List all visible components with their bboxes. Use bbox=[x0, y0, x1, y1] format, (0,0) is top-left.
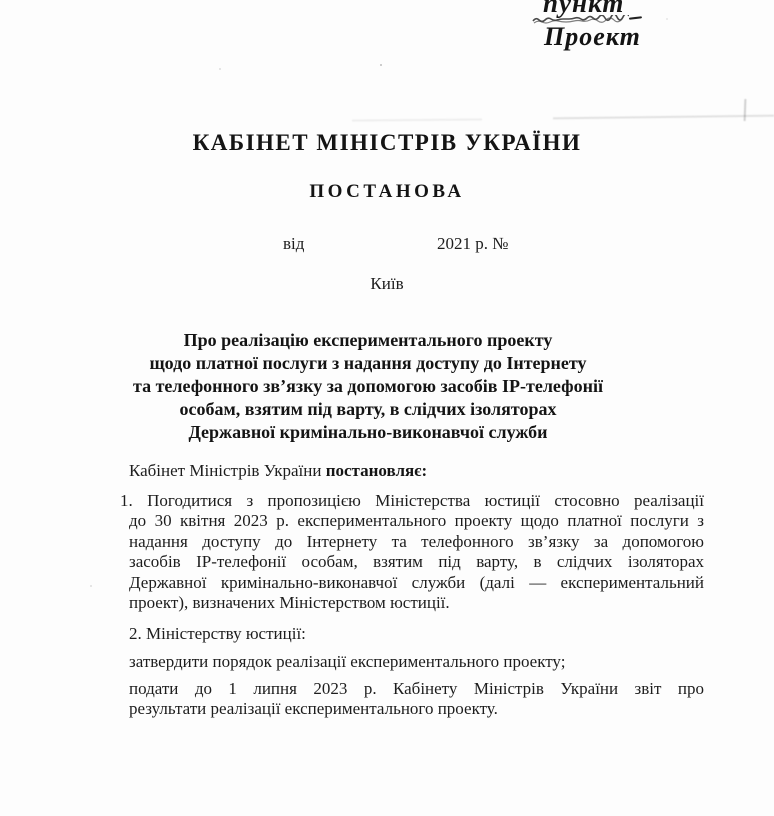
decree-title bbox=[118, 329, 618, 444]
paragraph-2-item-1: затвердити порядок реалізації експериментального проекту; bbox=[129, 652, 566, 671]
document-type-label: ПОСТАНОВА bbox=[309, 181, 465, 202]
text-line: Про реалізацію експериментального проекту bbox=[183, 330, 553, 350]
enacting-clause bbox=[99, 461, 704, 482]
text-line: Державної кримінально-виконавчої служби bbox=[188, 422, 548, 442]
scan-smudge-streak bbox=[352, 118, 482, 121]
paragraph-2-item-2 bbox=[99, 679, 704, 720]
document-body bbox=[99, 461, 704, 720]
scan-speck bbox=[219, 68, 221, 70]
text-line: до 30 квітня 2023 р. експериментального проекту щодо платної послуги з bbox=[129, 511, 704, 530]
handwritten-dash-mark bbox=[629, 16, 642, 20]
text-line: Державної кримінально-виконавчої служби (далі — експериментальний bbox=[129, 572, 704, 592]
date-line bbox=[0, 234, 774, 255]
issuer-name: КАБІНЕТ МІНІСТРІВ УКРАЇНИ bbox=[192, 130, 582, 155]
text-line: засобів IP-телефонії особам, взятим під варту, в слідчих ізоляторах bbox=[129, 552, 704, 571]
scan-speck bbox=[380, 64, 382, 66]
text-line: проект), визначених Міністерством юстиції. bbox=[129, 593, 450, 612]
text-line: та телефонного зв’язку за допомогою засобів IP-телефонії bbox=[133, 376, 603, 396]
date-prefix: від bbox=[283, 234, 305, 253]
text-line: щодо платної послуги з надання доступу до Інтернету bbox=[149, 353, 587, 373]
text-line: подати до 1 липня 2023 р. Кабінету Міністрів України звіт про bbox=[129, 678, 704, 698]
enacting-clause-bold: постановляє: bbox=[325, 461, 428, 480]
paragraph-1 bbox=[99, 491, 704, 614]
draft-label: Проект bbox=[544, 22, 641, 51]
text-line: надання доступу до Інтернету та телефонного зв’язку за допомогою bbox=[129, 531, 704, 551]
city-name: Київ bbox=[370, 274, 404, 293]
scan-speck bbox=[666, 18, 668, 20]
text-line: результати реалізації експериментального проекту. bbox=[129, 699, 498, 718]
text-line: особам, взятим під варту, в слідчих ізоляторах bbox=[179, 399, 557, 419]
scan-speck bbox=[90, 585, 92, 587]
handwritten-word-punkt: пункт bbox=[543, 0, 625, 18]
enacting-clause-normal: Кабінет Міністрів України bbox=[129, 461, 322, 480]
scan-mark bbox=[744, 99, 746, 121]
date-year-and-number: 2021 р. № bbox=[437, 234, 509, 253]
text-line: 1. Погодитися з пропозицією Міністерства юстиції стосовно реалізації bbox=[120, 490, 704, 510]
paragraph-2: 2. Міністерству юстиції: bbox=[129, 623, 306, 643]
scan-smudge-streak bbox=[553, 115, 774, 120]
